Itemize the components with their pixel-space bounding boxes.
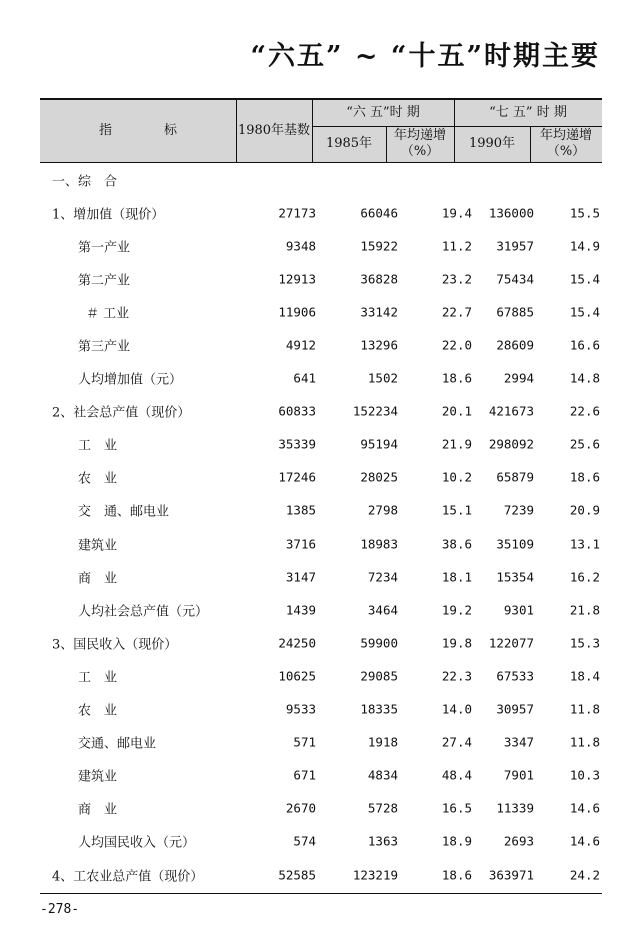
value-1980: 27173 bbox=[278, 205, 316, 221]
table-row bbox=[40, 825, 602, 858]
value-1980: 24250 bbox=[278, 635, 316, 651]
growth-6th: 11.2 bbox=[441, 238, 472, 254]
value-1990: 35109 bbox=[496, 536, 534, 552]
table-row bbox=[40, 362, 602, 395]
value-1985: 18983 bbox=[360, 536, 398, 552]
row-label: 农 业 bbox=[78, 471, 118, 487]
table-row bbox=[40, 792, 602, 825]
table-row bbox=[40, 527, 602, 560]
header-indicator: 指 标 bbox=[98, 123, 177, 138]
growth-7th: 16.2 bbox=[569, 569, 600, 585]
value-1990: 2693 bbox=[503, 833, 534, 849]
growth-7th: 18.4 bbox=[569, 668, 600, 684]
growth-6th: 18.6 bbox=[441, 867, 472, 883]
value-1990: 3347 bbox=[503, 734, 534, 750]
value-1980: 3716 bbox=[285, 536, 316, 552]
value-1990: 136000 bbox=[488, 205, 534, 221]
header-sixth-period: “六 五”时 期 bbox=[346, 105, 420, 120]
value-1980: 571 bbox=[293, 734, 316, 750]
value-1980: 9533 bbox=[285, 701, 316, 717]
value-1980: 4912 bbox=[285, 337, 316, 353]
value-1990: 65879 bbox=[496, 469, 534, 485]
table-row bbox=[40, 560, 602, 593]
value-1985: 29085 bbox=[360, 668, 398, 684]
page-title: “六五” ~ “十五”时期主要 bbox=[250, 41, 600, 72]
row-label: 商 业 bbox=[78, 571, 118, 587]
growth-6th: 20.1 bbox=[441, 403, 472, 419]
growth-6th: 22.7 bbox=[441, 304, 472, 320]
growth-7th: 14.6 bbox=[569, 833, 600, 849]
row-label: 2、社会总产值（现价） bbox=[52, 405, 191, 421]
value-1980: 641 bbox=[293, 370, 316, 386]
growth-6th: 10.2 bbox=[441, 469, 472, 485]
value-1980: 17246 bbox=[278, 469, 316, 485]
growth-7th: 25.6 bbox=[569, 436, 600, 452]
value-1980: 35339 bbox=[278, 436, 316, 452]
row-label: 第一产业 bbox=[78, 240, 131, 256]
table-row bbox=[40, 229, 602, 262]
header-base-1980: 1980年基数 bbox=[237, 123, 311, 138]
value-1980: 9348 bbox=[285, 238, 316, 254]
value-1980: 10625 bbox=[278, 668, 316, 684]
value-1990: 30957 bbox=[496, 701, 534, 717]
value-1990: 421673 bbox=[488, 403, 534, 419]
table-row bbox=[40, 461, 602, 494]
header-seventh-period: “七 五” 时 期 bbox=[489, 105, 567, 120]
value-1985: 59900 bbox=[360, 635, 398, 651]
growth-7th: 22.6 bbox=[569, 403, 600, 419]
value-1980: 52585 bbox=[278, 867, 316, 883]
growth-6th: 18.6 bbox=[441, 370, 472, 386]
value-1985: 36828 bbox=[360, 271, 398, 287]
growth-6th: 22.0 bbox=[441, 337, 472, 353]
row-label: 3、国民收入（现价） bbox=[52, 637, 178, 653]
value-1990: 7901 bbox=[503, 767, 534, 783]
value-1985: 2798 bbox=[367, 502, 398, 518]
growth-7th: 20.9 bbox=[569, 502, 600, 518]
table-header bbox=[40, 98, 602, 163]
growth-6th: 19.2 bbox=[441, 602, 472, 618]
header-1985: 1985年 bbox=[325, 136, 373, 151]
value-1980: 11906 bbox=[278, 304, 316, 320]
table-row bbox=[40, 295, 602, 328]
row-label: 建筑业 bbox=[78, 538, 118, 554]
growth-6th: 18.1 bbox=[441, 569, 472, 585]
value-1990: 9301 bbox=[503, 602, 534, 618]
growth-7th: 18.6 bbox=[569, 469, 600, 485]
row-label: 建筑业 bbox=[78, 769, 118, 785]
growth-6th: 22.3 bbox=[441, 668, 472, 684]
growth-6th: 19.8 bbox=[441, 635, 472, 651]
growth-7th: 24.2 bbox=[569, 867, 600, 883]
table-row bbox=[40, 726, 602, 759]
growth-6th: 19.4 bbox=[441, 205, 472, 221]
growth-7th: 11.8 bbox=[569, 701, 600, 717]
value-1985: 4834 bbox=[367, 767, 398, 783]
row-label: 人均社会总产值（元） bbox=[78, 604, 209, 620]
growth-6th: 48.4 bbox=[441, 767, 472, 783]
value-1985: 152234 bbox=[352, 403, 398, 419]
growth-6th: 27.4 bbox=[441, 734, 472, 750]
value-1980: 2670 bbox=[285, 800, 316, 816]
growth-7th: 13.1 bbox=[569, 536, 600, 552]
table-row bbox=[40, 163, 602, 196]
table-row bbox=[40, 428, 602, 461]
value-1985: 18335 bbox=[360, 701, 398, 717]
value-1985: 5728 bbox=[367, 800, 398, 816]
growth-7th: 21.8 bbox=[569, 602, 600, 618]
value-1980: 574 bbox=[293, 833, 316, 849]
page-number: -278- bbox=[40, 902, 80, 917]
growth-6th: 15.1 bbox=[441, 502, 472, 518]
value-1990: 298092 bbox=[488, 436, 534, 452]
growth-7th: 14.9 bbox=[569, 238, 600, 254]
value-1980: 671 bbox=[293, 767, 316, 783]
value-1985: 13296 bbox=[360, 337, 398, 353]
value-1980: 1385 bbox=[285, 502, 316, 518]
header-1990: 1990年 bbox=[468, 136, 516, 151]
table-row bbox=[40, 494, 602, 527]
row-label: 第二产业 bbox=[78, 273, 131, 289]
growth-7th: 14.6 bbox=[569, 800, 600, 816]
table-row bbox=[40, 693, 602, 726]
value-1990: 15354 bbox=[496, 569, 534, 585]
value-1990: 7239 bbox=[503, 502, 534, 518]
row-label: 农 业 bbox=[78, 703, 118, 719]
growth-7th: 15.3 bbox=[569, 635, 600, 651]
value-1985: 15922 bbox=[360, 238, 398, 254]
table-row bbox=[40, 626, 602, 659]
value-1985: 1363 bbox=[367, 833, 398, 849]
value-1980: 3147 bbox=[285, 569, 316, 585]
growth-7th: 15.4 bbox=[569, 304, 600, 320]
table-row bbox=[40, 196, 602, 229]
value-1985: 3464 bbox=[367, 602, 398, 618]
growth-6th: 21.9 bbox=[441, 436, 472, 452]
row-label: 工 业 bbox=[78, 670, 118, 686]
growth-7th: 10.3 bbox=[569, 767, 600, 783]
growth-6th: 18.9 bbox=[441, 833, 472, 849]
value-1980: 1439 bbox=[285, 602, 316, 618]
value-1990: 2994 bbox=[503, 370, 534, 386]
row-label: 第三产业 bbox=[78, 339, 131, 355]
growth-6th: 16.5 bbox=[441, 800, 472, 816]
row-label: 1、增加值（现价） bbox=[52, 207, 165, 223]
value-1985: 28025 bbox=[360, 469, 398, 485]
table-row bbox=[40, 858, 602, 891]
value-1985: 1502 bbox=[367, 370, 398, 386]
value-1990: 11339 bbox=[496, 800, 534, 816]
growth-6th: 23.2 bbox=[441, 271, 472, 287]
table-row bbox=[40, 593, 602, 626]
growth-7th: 11.8 bbox=[569, 734, 600, 750]
value-1985: 66046 bbox=[360, 205, 398, 221]
row-label: 4、工农业总产值（现价） bbox=[52, 869, 204, 885]
value-1990: 75434 bbox=[496, 271, 534, 287]
row-label: 人均国民收入（元） bbox=[78, 835, 196, 851]
growth-6th: 38.6 bbox=[441, 536, 472, 552]
row-label: 工 业 bbox=[78, 438, 118, 454]
value-1990: 67533 bbox=[496, 668, 534, 684]
value-1990: 67885 bbox=[496, 304, 534, 320]
bottom-rule bbox=[40, 893, 602, 894]
row-label: 一、综 合 bbox=[52, 174, 118, 190]
row-label: 人均增加值（元） bbox=[78, 372, 183, 388]
table-body bbox=[40, 163, 602, 891]
row-label: 商 业 bbox=[78, 802, 118, 818]
growth-7th: 15.5 bbox=[569, 205, 600, 221]
value-1985: 33142 bbox=[360, 304, 398, 320]
value-1985: 123219 bbox=[352, 867, 398, 883]
row-label: 交 通、邮电业 bbox=[78, 504, 170, 520]
value-1990: 122077 bbox=[488, 635, 534, 651]
value-1985: 7234 bbox=[367, 569, 398, 585]
growth-7th: 15.4 bbox=[569, 271, 600, 287]
table-row bbox=[40, 759, 602, 792]
header-growth-7: 年均递增（%） bbox=[539, 128, 592, 159]
value-1990: 363971 bbox=[488, 867, 534, 883]
value-1985: 1918 bbox=[367, 734, 398, 750]
row-label: 交通、邮电业 bbox=[78, 736, 157, 752]
value-1985: 95194 bbox=[360, 436, 398, 452]
table-row bbox=[40, 328, 602, 361]
value-1980: 60833 bbox=[278, 403, 316, 419]
growth-7th: 14.8 bbox=[569, 370, 600, 386]
statistics-table bbox=[40, 98, 602, 894]
table-row bbox=[40, 395, 602, 428]
header-growth-6: 年均递增（%） bbox=[393, 128, 446, 159]
value-1990: 31957 bbox=[496, 238, 534, 254]
growth-6th: 14.0 bbox=[441, 701, 472, 717]
value-1990: 28609 bbox=[496, 337, 534, 353]
table-row bbox=[40, 659, 602, 692]
value-1980: 12913 bbox=[278, 271, 316, 287]
row-label: ＃ 工业 bbox=[86, 306, 130, 322]
table-row bbox=[40, 262, 602, 295]
growth-7th: 16.6 bbox=[569, 337, 600, 353]
